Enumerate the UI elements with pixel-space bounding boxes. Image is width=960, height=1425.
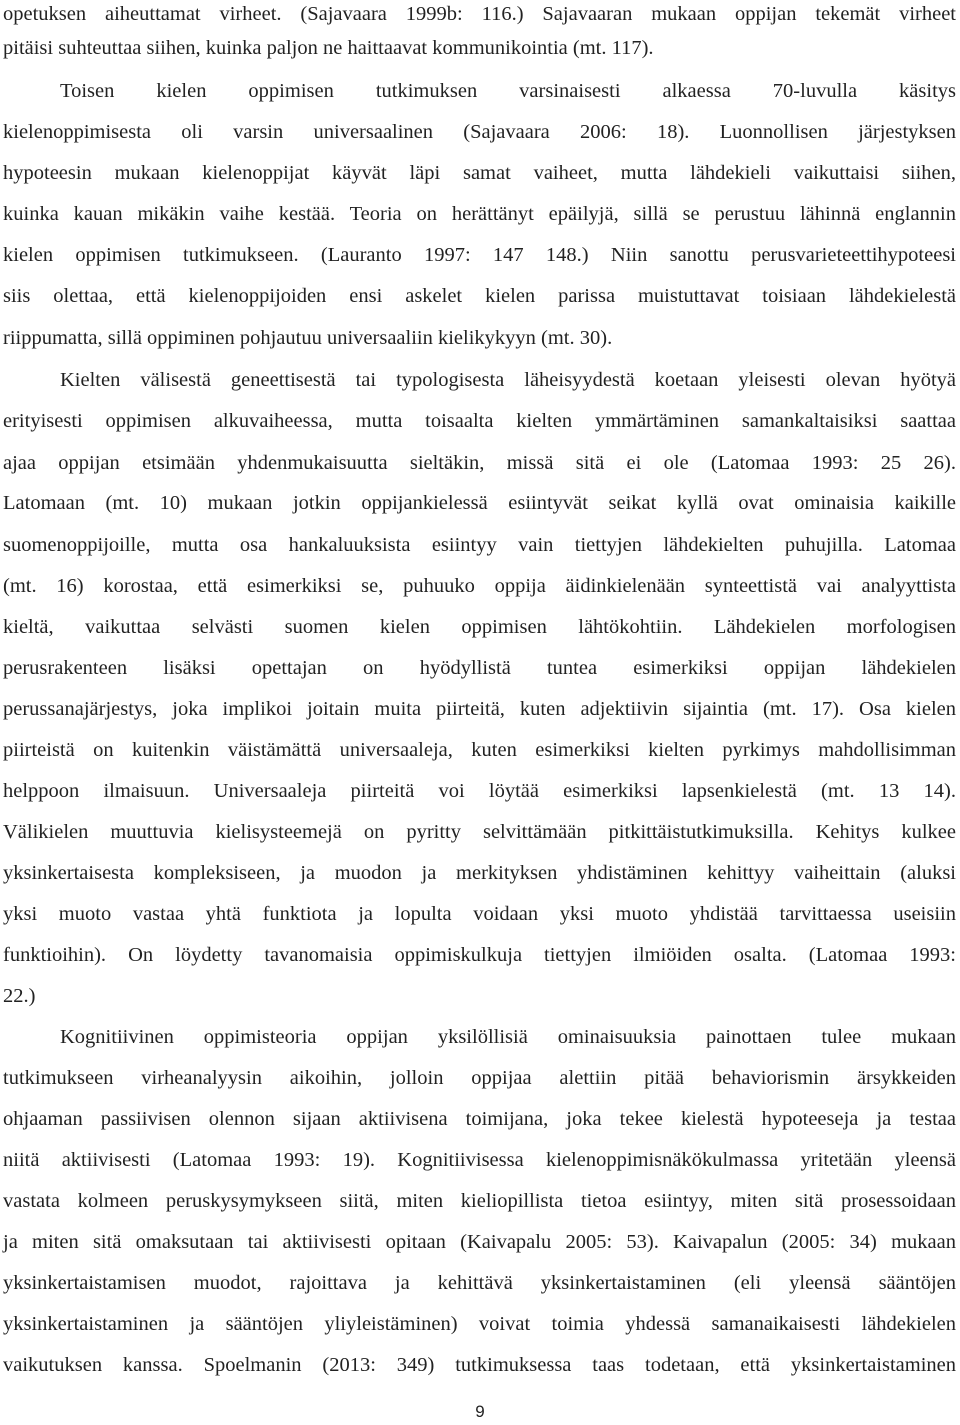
text-line: perusrakenteen lisäksi opettajan on hyödyllistä tuntea esimerkiksi oppijan lähdekielen bbox=[3, 657, 956, 679]
text-line: kielen oppimisen tutkimukseen. (Lauranto 1997: 147 148.) Niin sanottu perusvarieteettihypoteesi bbox=[3, 244, 956, 266]
text-line: kuinka kauan mikäkin vaihe kestää. Teoria on herättänyt epäilyjä, sillä se perustuu lähinnä englannin bbox=[3, 203, 956, 225]
text-line: siis olettaa, että kielenoppijoiden ensi askelet kielen parissa muistuttavat toisiaan lähdekielestä bbox=[3, 285, 956, 307]
text-line: erityisesti oppimisen alkuvaiheessa, mutta toisaalta kielten ymmärtäminen samankaltaisiksi saattaa bbox=[3, 410, 956, 432]
text-line: Kognitiivinen oppimisteoria oppijan yksilöllisiä ominaisuuksia painottaen tulee mukaan bbox=[60, 1026, 956, 1048]
text-line: niitä aktiivisesti (Latomaa 1993: 19). Kognitiivisessa kielenoppimisnäkökulmassa yritetään yleensä bbox=[3, 1149, 956, 1171]
text-line: opetuksen aiheuttamat virheet. (Sajavaara 1999b: 116.) Sajavaaran mukaan oppijan tekemät virheet bbox=[3, 3, 956, 25]
page-number: 9 bbox=[475, 1402, 485, 1421]
text-line: piirteistä on kuitenkin väistämättä universaaleja, kuten esimerkiksi kielten pyrkimys mahdollisimman bbox=[3, 739, 956, 761]
text-line: Latomaan (mt. 10) mukaan jotkin oppijankielessä esiintyvät seikat kyllä ovat ominaisia kaikille bbox=[3, 492, 956, 514]
text-line: ja miten sitä omaksutaan tai aktiivisesti opitaan (Kaivapalu 2005: 53). Kaivapalun (2005: 34) mukaan bbox=[3, 1231, 956, 1253]
text-line: yksinkertaisesta kompleksiseen, ja muodon ja merkityksen yhdistäminen kehittyy vaiheittain (aluksi bbox=[3, 862, 956, 884]
text-line: funktioihin). On löydetty tavanomaisia oppimiskulkuja tiettyjen ilmiöiden osalta. (Latomaa 1993: bbox=[3, 944, 956, 966]
text-line: Välikielen muuttuvia kielisysteemejä on pyritty selvittämään pitkittäistutkimuksilla. Kehitys kulkee bbox=[3, 821, 956, 843]
text-line: yksi muoto vastaa yhtä funktiota ja lopulta voidaan yksi muoto yhdistää tarvittaessa useisiin bbox=[3, 903, 956, 925]
text-line: vaikutuksen kanssa. Spoelmanin (2013: 349) tutkimuksessa taas todetaan, että yksinkertaistaminen bbox=[3, 1354, 956, 1376]
text-line: helppoon ilmaisuun. Universaaleja piirteitä voi löytää esimerkiksi lapsenkielestä (mt. 13 14). bbox=[3, 780, 956, 802]
text-line: riippumatta, sillä oppiminen pohjautuu universaaliin kielikykyyn (mt. 30). bbox=[3, 327, 613, 349]
text-line: suomenoppijoille, mutta osa hankaluuksista esiintyy vain tiettyjen lähdekielten puhujilla. Latomaa bbox=[3, 534, 956, 556]
text-line: kielenoppimisesta oli varsin universaalinen (Sajavaara 2006: 18). Luonnollisen järjestyksen bbox=[3, 121, 956, 143]
text-line: (mt. 16) korostaa, että esimerkiksi se, puhuuko oppija äidinkielenään synteettistä vai analyyttista bbox=[3, 575, 956, 597]
text-line: perussanajärjestys, joka implikoi joitain muita piirteitä, kuten adjektiivin sijaintia (mt. 17). Osa kielen bbox=[3, 698, 956, 720]
text-line: ajaa oppijan etsimään yhdenmukaisuutta sieltäkin, missä sitä ei ole (Latomaa 1993: 25 26). bbox=[3, 452, 956, 474]
text-line: kieltä, vaikuttaa selvästi suomen kielen oppimisen lähtökohtiin. Lähdekielen morfologisen bbox=[3, 616, 956, 638]
text-line: ohjaaman passiivisen olennon sijaan aktiivisena toimijana, joka tekee kielestä hypoteeseja ja testaa bbox=[3, 1108, 956, 1130]
text-line: 22.) bbox=[3, 985, 36, 1007]
text-line: yksinkertaistamisen muodot, rajoittava ja kehittävä yksinkertaistaminen (eli yleensä sääntöjen bbox=[3, 1272, 956, 1294]
text-line: Kielten välisestä geneettisestä tai typologisesta läheisyydestä koetaan yleisesti olevan hyötyä bbox=[60, 369, 956, 391]
text-line: Toisen kielen oppimisen tutkimuksen varsinaisesti alkaessa 70-luvulla käsitys bbox=[60, 80, 956, 102]
text-line: vastata kolmeen peruskysymykseen siitä, miten kieliopillista tietoa esiintyy, miten sitä prosessoidaan bbox=[3, 1190, 956, 1212]
text-line: pitäisi suhteuttaa siihen, kuinka paljon ne haittaavat kommunikointia (mt. 117). bbox=[3, 37, 654, 59]
text-line: tutkimukseen virheanalyysin aikoihin, jolloin oppijaa alettiin pitää behaviorismin ärsykkeiden bbox=[3, 1067, 956, 1089]
text-line: hypoteesin mukaan kielenoppijat käyvät läpi samat vaiheet, mutta lähdekieli vaikuttaisi siihen, bbox=[3, 162, 956, 184]
text-line: yksinkertaistaminen ja sääntöjen yliyleistäminen) voivat toimia yhdessä samanaikaisesti lähdekielen bbox=[3, 1313, 956, 1335]
